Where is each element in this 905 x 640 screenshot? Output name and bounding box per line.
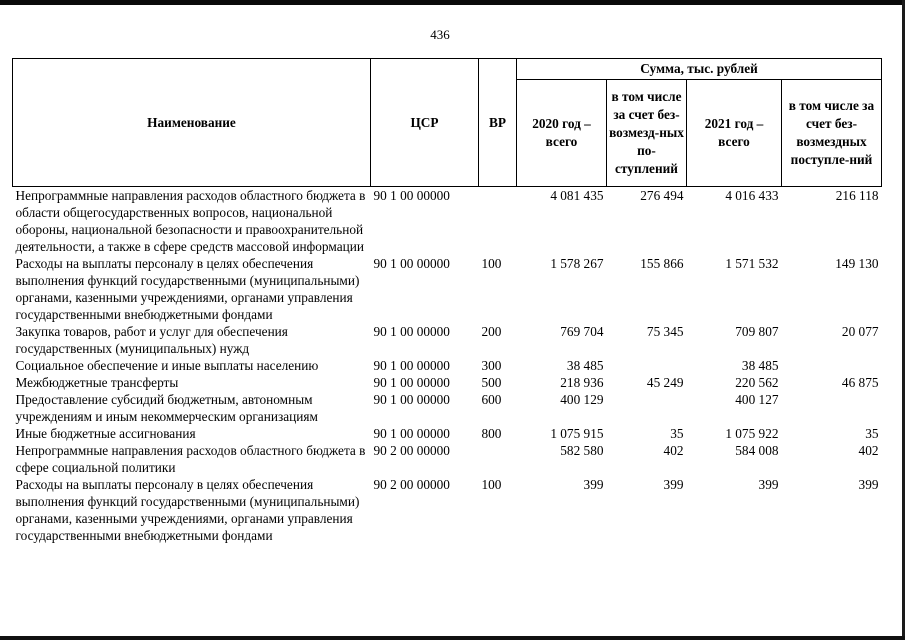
table-body <box>13 187 882 545</box>
row-2020-total: 769 704 <box>560 324 604 339</box>
row-name: Межбюджетные трансферты <box>15 375 179 390</box>
row-2020-grants: 276 494 <box>640 188 684 203</box>
row-2021-grants: 399 <box>858 477 879 492</box>
row-2021-grants: 216 118 <box>835 188 879 203</box>
row-name: Предоставление субсидий бюджетным, автономным учреждениям и иным некоммерческим организациям <box>15 392 318 424</box>
row-2021-total: 1 571 532 <box>725 256 779 271</box>
row-2020-total: 400 129 <box>560 392 604 407</box>
header-2020-grants: в том числе за счет без-возмезд-ных по-ступлений <box>607 80 687 187</box>
row-vr <box>479 187 517 256</box>
row-vr: 100 <box>481 256 502 271</box>
row-2021-grants: 46 875 <box>841 375 879 390</box>
table-row <box>13 374 882 391</box>
table-row <box>13 357 882 374</box>
row-2020-grants <box>607 391 687 425</box>
row-2020-total: 4 081 435 <box>550 188 604 203</box>
row-2021-total: 38 485 <box>741 358 779 373</box>
row-name: Иные бюджетные ассигнования <box>15 426 196 441</box>
header-2020-total: 2020 год – всего <box>517 80 607 187</box>
row-vr <box>479 442 517 476</box>
row-vr: 100 <box>481 477 502 492</box>
row-name: Непрограммные направления расходов областного бюджета в области общегосударственных вопросов, национальной обороны, национальной безопасности и правоохранительной деятельности, а также в сфере средств массовой информации <box>15 188 366 254</box>
row-2021-total: 584 008 <box>735 443 779 458</box>
row-2021-grants: 20 077 <box>841 324 879 339</box>
table-row <box>13 323 882 357</box>
table-row <box>13 476 882 544</box>
row-2021-total: 220 562 <box>735 375 779 390</box>
page-number: 436 <box>430 27 450 42</box>
row-2020-total: 399 <box>583 477 604 492</box>
table-row <box>13 442 882 476</box>
header-2021-total: 2021 год – всего <box>687 80 782 187</box>
row-2021-total: 1 075 922 <box>725 426 779 441</box>
header-2021-grants: в том числе за счет без-возмездных поступле-ний <box>782 80 882 187</box>
row-2020-grants: 399 <box>663 477 684 492</box>
row-name: Закупка товаров, работ и услуг для обеспечения государственных (муниципальных) нужд <box>15 324 288 356</box>
row-2020-grants: 35 <box>670 426 684 441</box>
header-vr: ВР <box>479 59 517 187</box>
row-csr: 90 2 00 00000 <box>373 477 450 492</box>
row-2021-grants <box>782 391 882 425</box>
row-2020-grants: 402 <box>663 443 684 458</box>
row-2021-total: 709 807 <box>735 324 779 339</box>
row-2021-grants: 402 <box>858 443 879 458</box>
row-csr: 90 1 00 00000 <box>373 256 450 271</box>
row-csr: 90 1 00 00000 <box>373 324 450 339</box>
row-name: Расходы на выплаты персоналу в целях обеспечения выполнения функций государственными (муниципальными) органами, казенными учреждениями, органами управления государственными внебюджетными фондами <box>15 256 360 322</box>
budget-table <box>12 58 882 544</box>
row-name: Расходы на выплаты персоналу в целях обеспечения выполнения функций государственными (муниципальными) органами, казенными учреждениями, органами управления государственными внебюджетными фондами <box>15 477 360 543</box>
row-2020-total: 582 580 <box>560 443 604 458</box>
row-vr: 800 <box>481 426 502 441</box>
table-row <box>13 425 882 442</box>
header-csr: ЦСР <box>371 59 479 187</box>
header-name: Наименование <box>13 59 371 187</box>
row-2020-total: 38 485 <box>566 358 604 373</box>
row-2021-grants: 149 130 <box>835 256 879 271</box>
table-row <box>13 391 882 425</box>
row-2020-total: 218 936 <box>560 375 604 390</box>
row-name: Непрограммные направления расходов областного бюджета в сфере социальной политики <box>15 443 366 475</box>
row-csr: 90 2 00 00000 <box>373 443 450 458</box>
header-sum-group: Сумма, тыс. рублей <box>517 59 882 80</box>
scan-bottom-border <box>0 636 905 640</box>
row-csr: 90 1 00 00000 <box>373 375 450 390</box>
row-vr: 600 <box>481 392 502 407</box>
row-2020-grants <box>607 357 687 374</box>
row-2020-grants: 155 866 <box>640 256 684 271</box>
scan-top-border <box>0 0 905 5</box>
row-2020-total: 1 075 915 <box>550 426 604 441</box>
row-vr: 200 <box>481 324 502 339</box>
row-csr: 90 1 00 00000 <box>373 426 450 441</box>
row-2020-grants: 75 345 <box>646 324 684 339</box>
row-2021-grants <box>782 357 882 374</box>
table-row <box>13 255 882 323</box>
row-vr: 500 <box>481 375 502 390</box>
row-2021-total: 400 127 <box>735 392 779 407</box>
row-2020-total: 1 578 267 <box>550 256 604 271</box>
table-row <box>13 187 882 256</box>
row-name: Социальное обеспечение и иные выплаты населению <box>15 358 319 373</box>
row-vr: 300 <box>481 358 502 373</box>
row-2021-grants: 35 <box>865 426 879 441</box>
row-csr: 90 1 00 00000 <box>373 392 450 407</box>
row-2021-total: 399 <box>758 477 779 492</box>
row-2021-total: 4 016 433 <box>725 188 779 203</box>
row-csr: 90 1 00 00000 <box>373 358 450 373</box>
row-2020-grants: 45 249 <box>646 375 684 390</box>
row-csr: 90 1 00 00000 <box>373 188 450 203</box>
